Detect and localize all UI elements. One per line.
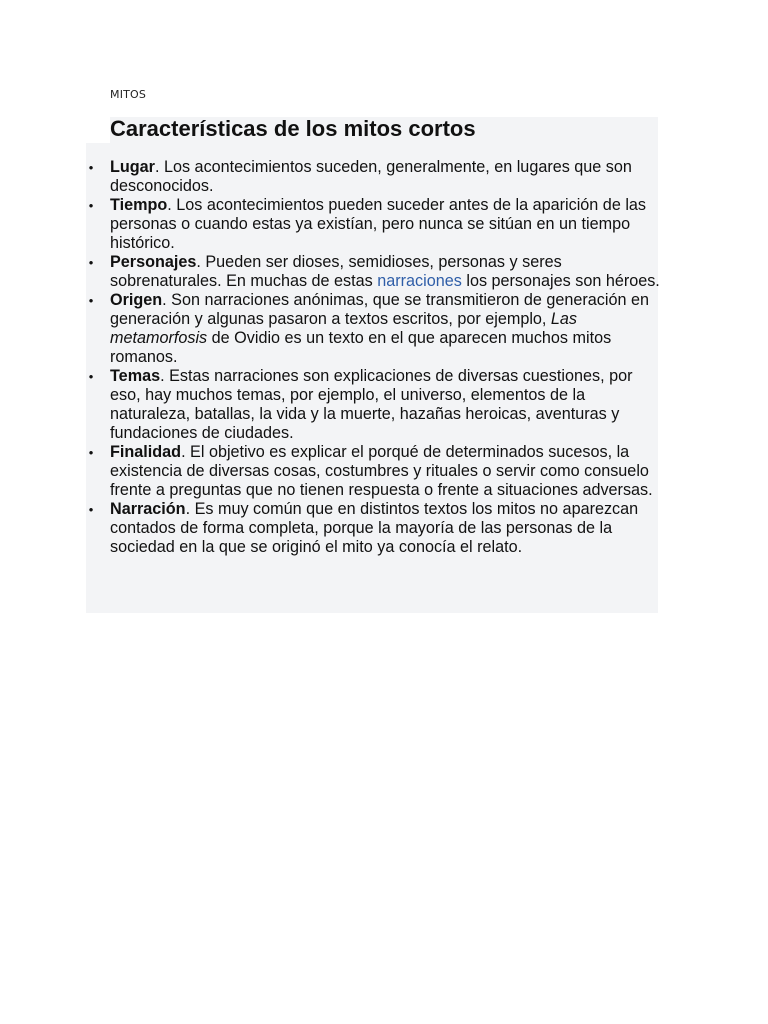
list-item-personajes	[88, 253, 662, 291]
list-item-narracion	[88, 500, 662, 557]
bullet-icon: •	[88, 160, 94, 175]
narraciones-link[interactable]: narraciones	[377, 272, 462, 290]
book-title: Las metamorfosis	[110, 310, 578, 347]
item-text: . Los acontecimientos suceden, generalmente, en lugares que son desconocidos.	[110, 158, 632, 195]
list-item-origen	[88, 291, 662, 367]
section-heading: Características de los mitos cortos	[110, 116, 476, 141]
item-text: . El objetivo es explicar el porqué de determinados sucesos, la existencia de diversas cosas, costumbres y rituales o servir como consuelo frente a preguntas que no tienen respuesta o frente a situaciones adversas.	[110, 443, 653, 499]
list-item-lugar	[88, 158, 662, 196]
document-label: MITOS	[110, 88, 147, 101]
list-item-tiempo	[88, 196, 662, 253]
characteristics-list	[88, 158, 662, 557]
list-item-temas	[88, 367, 662, 443]
item-term: Temas	[110, 367, 161, 385]
item-term: Tiempo	[110, 196, 168, 214]
item-term: Finalidad	[110, 443, 182, 461]
item-text: . Estas narraciones son explicaciones de diversas cuestiones, por eso, hay muchos temas, por ejemplo, el universo, elementos de la naturaleza, batallas, la vida y la muerte, hazañas heroicas, aventuras y fundaciones de ciudades.	[110, 367, 633, 442]
item-text-after: los personajes son héroes.	[461, 272, 660, 290]
item-text-before: . Son narraciones anónimas, que se transmitieron de generación en generación y algunas pasaron a textos escritos, por ejemplo,	[110, 291, 649, 328]
bullet-icon: •	[88, 293, 94, 308]
list-item-finalidad	[88, 443, 662, 500]
item-term: Narración	[110, 500, 186, 518]
item-text: . Es muy común que en distintos textos los mitos no aparezcan contados de forma completa, porque la mayoría de las personas de la sociedad en la que se originó el mito ya conocía el relato.	[110, 500, 639, 556]
bullet-icon: •	[88, 502, 94, 517]
item-text-after: de Ovidio es un texto en el que aparecen muchos mitos romanos.	[110, 329, 612, 366]
item-text-before: . Pueden ser dioses, semidioses, personas y seres sobrenaturales. En muchas de estas	[110, 253, 562, 290]
bullet-icon: •	[88, 369, 94, 384]
bullet-icon: •	[88, 445, 94, 460]
item-term: Personajes	[110, 253, 197, 271]
bullet-icon: •	[88, 198, 94, 213]
item-text: . Los acontecimientos pueden suceder antes de la aparición de las personas o cuando estas ya existían, pero nunca se sitúan en un tiempo histórico.	[110, 196, 647, 252]
item-term: Origen	[110, 291, 163, 309]
bullet-icon: •	[88, 255, 94, 270]
item-term: Lugar	[110, 158, 155, 176]
